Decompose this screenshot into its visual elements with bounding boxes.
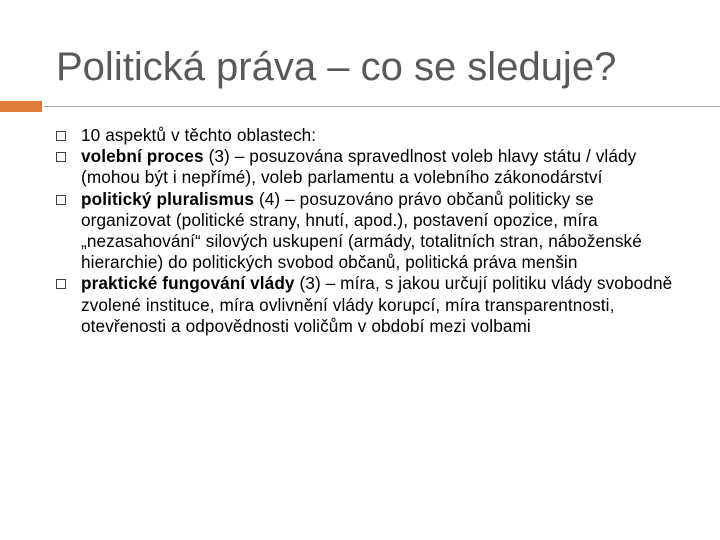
bullet-text: (3) – míra, s jakou určují politiku vlády svobodně zvolené instituce, míra ovlivnění vlády korupcí, míra transparentnosti, otevřenosti a odpovědnosti voličům v období mezi volbami [81, 273, 673, 336]
bullet-text: (3) – posuzována spravedlnost voleb hlavy státu / vlády (mohou být i nepřímé), voleb parlamentu a volebního zákonodárství [81, 146, 637, 188]
title-accent-bar [0, 101, 42, 112]
bullet-item-functioning-of-government [55, 273, 685, 337]
bullet-item-aspects [55, 125, 685, 146]
bullet-term: politický pluralismus [81, 188, 255, 209]
bullet-text: (4) – posuzováno právo občanů politicky se organizovat (politické strany, hnutí, apod.), postavení opozice, míra „nezasahování“ silových uskupení (armády, totalitních stran, náboženské hierarchie) do politických svobod občanů, politická práva menšin [81, 188, 642, 273]
title-divider-line [44, 106, 720, 107]
square-bullet-icon [56, 279, 66, 289]
bullet-text: 10 aspektů v těchto oblastech: [81, 125, 317, 145]
slide-title: Politická práva – co se sleduje? [56, 45, 617, 89]
square-bullet-icon [56, 131, 66, 141]
square-bullet-icon [56, 195, 66, 205]
bullet-term: praktické fungování vlády [81, 273, 295, 294]
square-bullet-icon [56, 152, 66, 162]
bullet-item-electoral-process [55, 146, 685, 188]
bullet-item-political-pluralism [55, 189, 685, 274]
bullet-list [55, 125, 685, 337]
bullet-term: volební proces [81, 146, 204, 167]
